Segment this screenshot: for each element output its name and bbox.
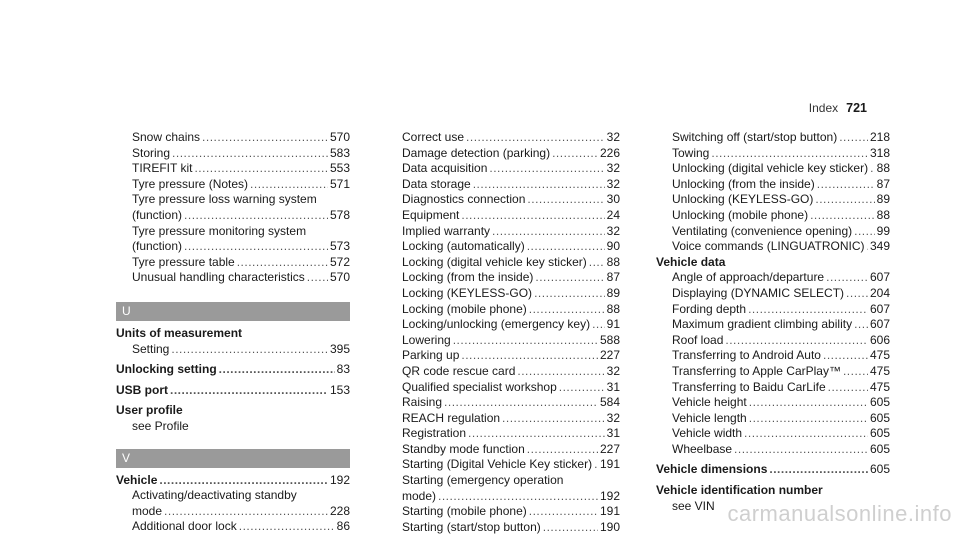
index-entry: Setting ..... 395: [116, 342, 350, 358]
index-entry: Unusual handling characteristics ..... 570: [116, 270, 350, 286]
index-entry: Towing ..... 318: [656, 146, 890, 162]
index-entry: Vehicle dimensions ..... 605: [656, 462, 890, 478]
index-entry: Locking (digital vehicle key sticker) ..... 88: [386, 255, 620, 271]
index-entry: Data storage ..... 32: [386, 177, 620, 193]
index-entry: Starting (emergency operation: [402, 473, 564, 488]
index-entry: Raising ..... 584: [386, 395, 620, 411]
index-entry: Locking (KEYLESS-GO) ..... 89: [386, 286, 620, 302]
index-entry: Additional door lock ..... 86: [116, 519, 350, 535]
index-entry: Starting (mobile phone) ..... 191: [386, 504, 620, 520]
index-entry: Tyre pressure (Notes) ..... 571: [116, 177, 350, 193]
watermark: carmanualsonline.info: [727, 501, 952, 526]
index-entry: USB port ..... 153: [116, 383, 350, 399]
index-entry: Registration ..... 31: [386, 426, 620, 442]
page-number: 721: [846, 101, 867, 115]
index-heading: Vehicle identification number: [656, 483, 823, 498]
index-entry: Standby mode function ..... 227: [386, 442, 620, 458]
index-entry: Voice commands (LINGUATRONIC) ..... 349: [656, 239, 890, 255]
index-entry: Switching off (start/stop button) ..... 218: [656, 130, 890, 146]
index-entry: see Profile: [132, 418, 189, 433]
index-entry: Unlocking setting ..... 83: [116, 362, 350, 378]
index-entry: Displaying (DYNAMIC SELECT) ..... 204: [656, 286, 890, 302]
index-entry: Data acquisition ..... 32: [386, 161, 620, 177]
index-entry: Locking/unlocking (emergency key) ..... 91: [386, 317, 620, 333]
index-entry: Vehicle height ..... 605: [656, 395, 890, 411]
index-entry: Ventilating (convenience opening) ..... 99: [656, 224, 890, 240]
index-entry: Vehicle length ..... 605: [656, 411, 890, 427]
index-entry: QR code rescue card ..... 32: [386, 364, 620, 380]
index-entry: Wheelbase ..... 605: [656, 442, 890, 458]
index-entry: Unlocking (from the inside) ..... 87: [656, 177, 890, 193]
index-entry: Starting (start/stop button) ..... 190: [386, 520, 620, 535]
index-entry: see VIN: [672, 498, 715, 513]
index-entry: Maximum gradient climbing ability ..... 607: [656, 317, 890, 333]
index-entry: Fording depth ..... 607: [656, 302, 890, 318]
index-entry: Vehicle ..... 192: [116, 473, 350, 489]
index-entry: Unlocking (KEYLESS-GO) ..... 89: [656, 192, 890, 208]
index-entry: mode ..... 228: [116, 504, 350, 520]
index-entry: Tyre pressure table ..... 572: [116, 255, 350, 271]
index-entry: TIREFIT kit ..... 553: [116, 161, 350, 177]
index-entry: Locking (from the inside) ..... 87: [386, 270, 620, 286]
index-entry: Snow chains ..... 570: [116, 130, 350, 146]
index-entry: Implied warranty ..... 32: [386, 224, 620, 240]
section-header-u: U: [116, 302, 350, 321]
index-entry: Storing ..... 583: [116, 146, 350, 162]
index-heading: Units of measurement: [116, 325, 243, 340]
index-entry: Diagnostics connection ..... 30: [386, 192, 620, 208]
index-entry: Vehicle width ..... 605: [656, 426, 890, 442]
header-word: Index: [808, 101, 839, 115]
index-entry: Roof load ..... 606: [656, 333, 890, 349]
index-entry: (function) ..... 573: [116, 239, 350, 255]
page-header: [809, 101, 867, 115]
section-header-v: V: [116, 449, 350, 468]
index-entry: Tyre pressure loss warning system: [132, 192, 317, 207]
index-entry: Starting (Digital Vehicle Key sticker) ..... 191: [386, 457, 620, 473]
index-column-3: [656, 130, 890, 514]
index-entry: REACH regulation ..... 32: [386, 411, 620, 427]
index-entry: Equipment ..... 24: [386, 208, 620, 224]
index-entry: Locking (automatically) ..... 90: [386, 239, 620, 255]
index-entry: Transferring to Apple CarPlay™ ..... 475: [656, 364, 890, 380]
index-entry: Angle of approach/departure ..... 607: [656, 270, 890, 286]
index-entry: Unlocking (mobile phone) ..... 88: [656, 208, 890, 224]
index-entry: Tyre pressure monitoring system: [132, 223, 307, 238]
index-entry: Activating/deactivating standby: [132, 488, 297, 503]
index-entry: Correct use ..... 32: [386, 130, 620, 146]
index-entry: Unlocking (digital vehicle key sticker) ..... 88: [656, 161, 890, 177]
index-entry: Transferring to Android Auto ..... 475: [656, 348, 890, 364]
index-entry: Parking up ..... 227: [386, 348, 620, 364]
index-entry: Qualified specialist workshop ..... 31: [386, 380, 620, 396]
index-entry: (function) ..... 578: [116, 208, 350, 224]
index-column-1: [116, 130, 350, 535]
index-heading: Vehicle data: [656, 254, 726, 269]
index-entry: Lowering ..... 588: [386, 333, 620, 349]
index-entry: Damage detection (parking) ..... 226: [386, 146, 620, 162]
index-entry: mode) ..... 192: [386, 489, 620, 505]
index-entry: Locking (mobile phone) ..... 88: [386, 302, 620, 318]
index-heading: User profile: [116, 403, 183, 418]
index-column-2: [386, 130, 620, 535]
index-entry: Transferring to Baidu CarLife ..... 475: [656, 380, 890, 396]
